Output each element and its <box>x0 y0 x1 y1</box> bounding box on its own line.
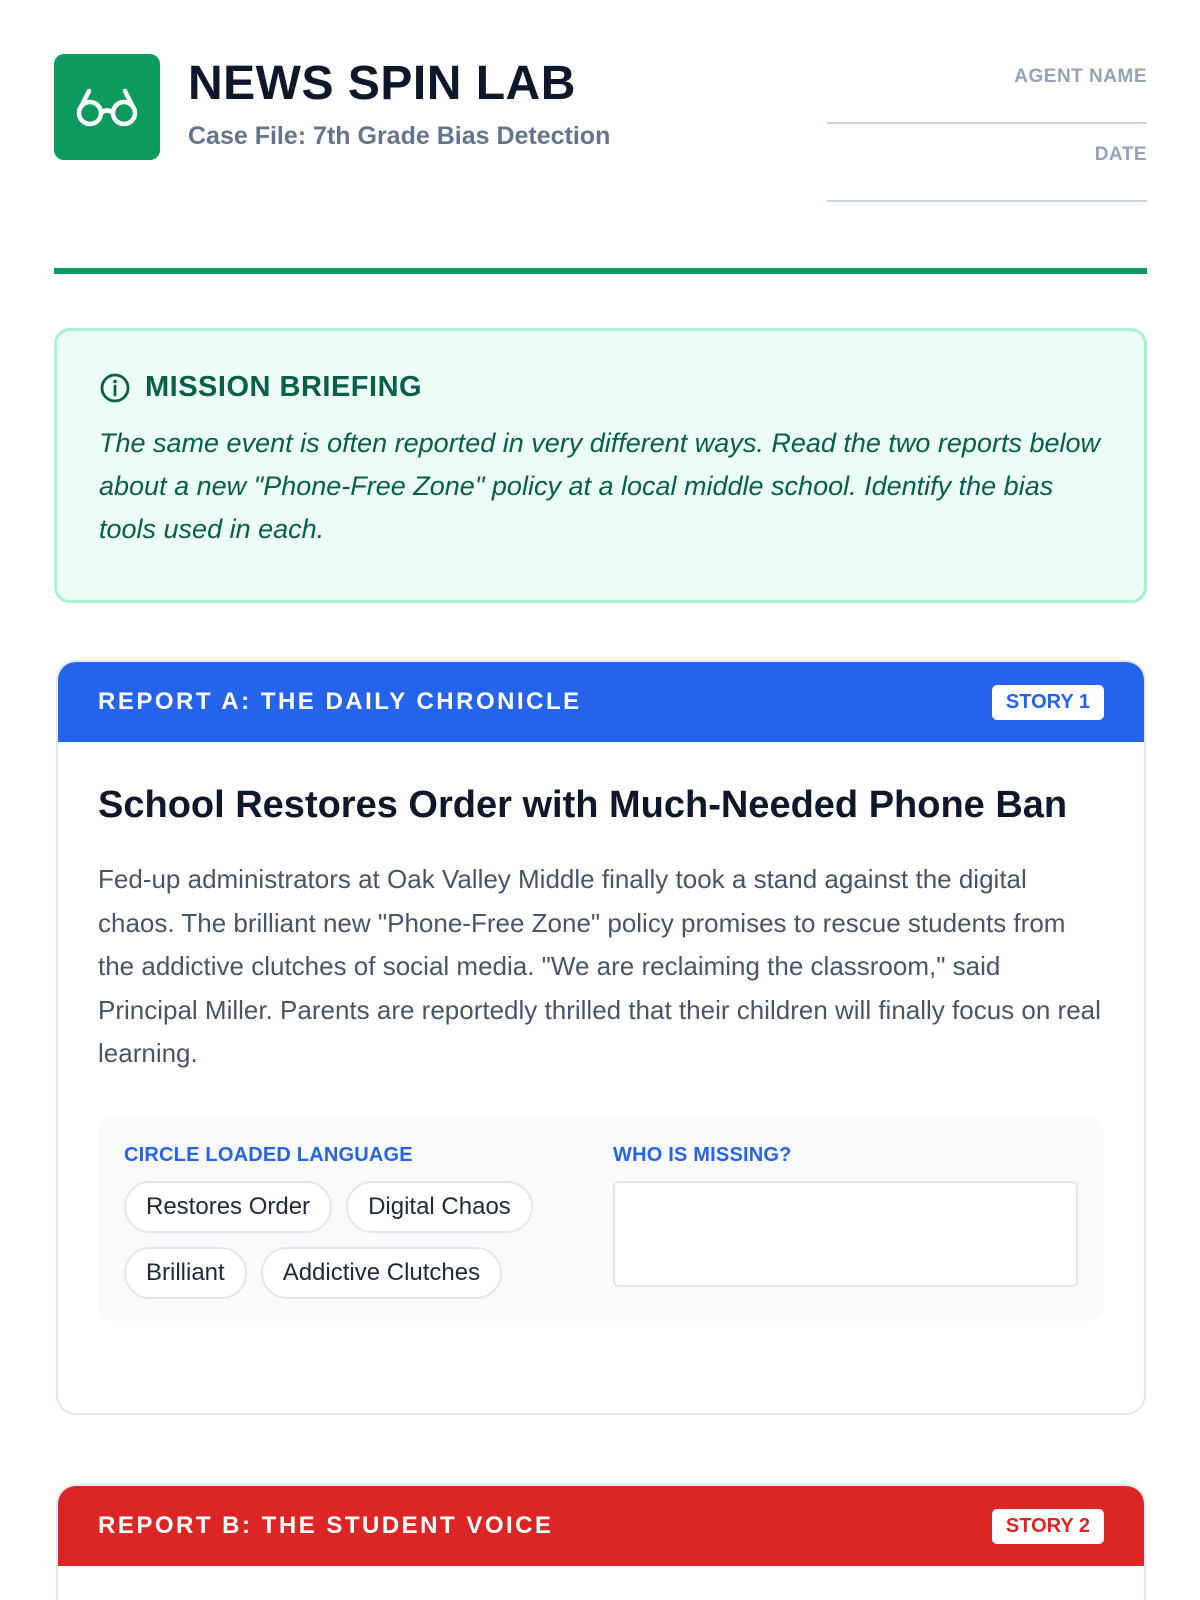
chip-digital-chaos[interactable]: Digital Chaos <box>346 1181 533 1233</box>
chip-restores-order[interactable]: Restores Order <box>124 1181 332 1233</box>
who-is-missing-section <box>613 1144 1078 1293</box>
header-divider <box>54 268 1147 274</box>
worksheet-header <box>54 54 1147 274</box>
report-a-analysis <box>98 1116 1104 1321</box>
briefing-text: The same event is often reported in very different ways. Read the two reports below about a new "Phone-Free Zone" policy at a local middle school. Identify the bias tools used in each. <box>99 428 1101 544</box>
briefing-heading <box>99 371 1102 404</box>
mission-briefing <box>54 328 1147 603</box>
glasses-icon <box>75 87 139 127</box>
agent-name-label: AGENT NAME <box>1014 66 1147 87</box>
chip-brilliant[interactable]: Brilliant <box>124 1247 247 1299</box>
loaded-language-section <box>124 1144 589 1293</box>
story-1-badge: STORY 1 <box>992 685 1104 720</box>
chip-addictive-clutches[interactable]: Addictive Clutches <box>261 1247 502 1299</box>
loaded-language-label: CIRCLE LOADED LANGUAGE <box>124 1143 413 1166</box>
loaded-language-chips <box>124 1181 589 1299</box>
agent-meta <box>827 66 1147 222</box>
report-a-body <box>58 742 1144 1321</box>
story-2-badge: STORY 2 <box>992 1509 1104 1544</box>
report-a-article: Fed-up administrators at Oak Valley Middle finally took a stand against the digital chaos. The brilliant new "Phone-Free Zone" policy promises to rescue students from the addictive clutches of social media. "We are reclaiming the classroom," said Principal Miller. Parents are reportedly thrilled that their children will finally focus on real learning. <box>98 864 1101 1068</box>
report-a-card <box>56 660 1146 1415</box>
agent-name-field[interactable] <box>827 122 1147 124</box>
report-b-header <box>58 1486 1144 1566</box>
date-field[interactable] <box>827 200 1147 202</box>
report-b-label: REPORT B: THE STUDENT VOICE <box>98 1512 554 1539</box>
page-title: NEWS SPIN LAB <box>188 57 576 110</box>
page-subtitle: Case File: 7th Grade Bias Detection <box>188 122 611 150</box>
who-is-missing-label: WHO IS MISSING? <box>613 1143 792 1166</box>
info-icon <box>99 372 131 404</box>
date-label: DATE <box>1094 144 1147 165</box>
logo <box>54 54 160 160</box>
who-is-missing-answer-box[interactable] <box>613 1181 1078 1287</box>
report-a-header <box>58 662 1144 742</box>
report-b-card <box>56 1484 1146 1600</box>
briefing-title: MISSION BRIEFING <box>145 371 423 403</box>
report-a-label: REPORT A: THE DAILY CHRONICLE <box>98 688 582 715</box>
report-a-headline: School Restores Order with Much-Needed Phone Ban <box>98 784 1068 826</box>
